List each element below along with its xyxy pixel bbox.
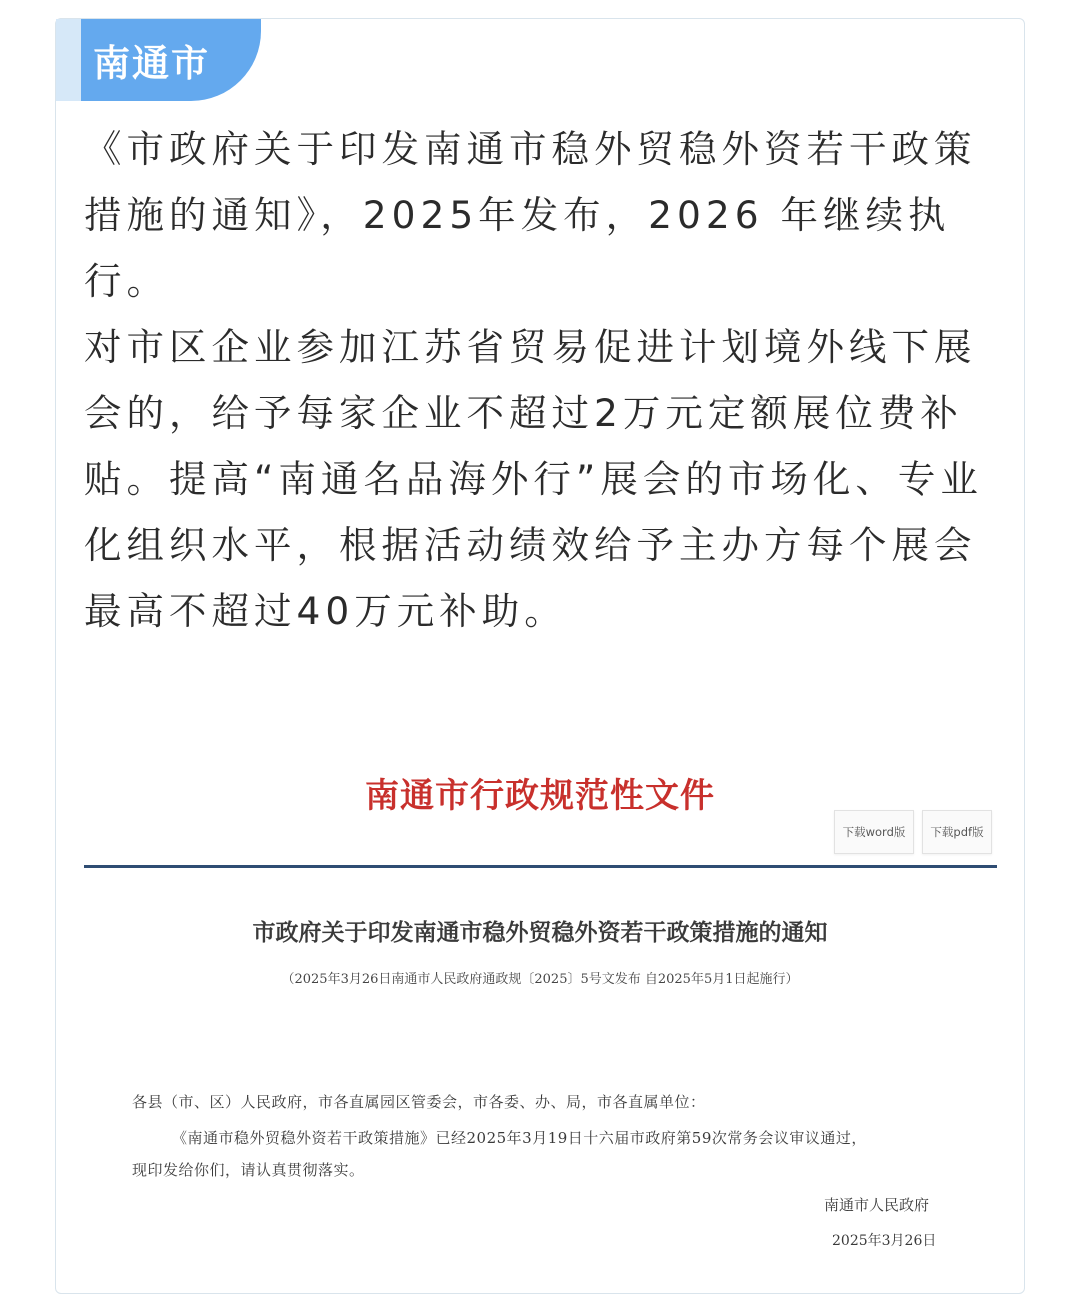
header-rule bbox=[84, 865, 997, 868]
intro-paragraph-1: 《市政府关于印发南通市稳外贸稳外资若干政策措施的通知》，2025年发布，2026 年继续执行。 bbox=[84, 127, 977, 303]
download-word-button[interactable]: 下载word版 bbox=[834, 810, 914, 854]
notice-subtitle: （2025年3月26日南通市人民政府通政规〔2025〕5号文发布 自2025年5月1日起施行） bbox=[281, 972, 799, 987]
notice-title: 市政府关于印发南通市稳外贸稳外资若干政策措施的通知 bbox=[252, 919, 828, 946]
document-header: 南通市行政规范性文件 bbox=[365, 776, 715, 816]
salutation: 各县（市、区）人民政府，市各直属园区管委会，市各委、办、局，市各直属单位： bbox=[132, 1093, 706, 1111]
signer: 南通市人民政府 bbox=[824, 1196, 930, 1214]
download-pdf-button[interactable]: 下载pdf版 bbox=[922, 810, 992, 854]
body-line-2: 现印发给你们，请认真贯彻落实。 bbox=[132, 1161, 365, 1179]
signature-date: 2025年3月26日 bbox=[832, 1233, 937, 1249]
intro-text bbox=[84, 116, 1004, 644]
intro-paragraph-2: 对市区企业参加江苏省贸易促进计划境外线下展会的，给予每家企业不超过2万元定额展位费补贴。提高“南通名品海外行”展会的市场化、专业化组织水平，根据活动绩效给予主办方每个展会最高不超过40万元补助。 bbox=[84, 325, 983, 633]
body-line-1: 《南通市稳外贸稳外资若干政策措施》已经2025年3月19日十六届市政府第59次常务会议审议通过， bbox=[172, 1129, 867, 1147]
tag-accent bbox=[56, 19, 81, 101]
city-tag-label: 南通市 bbox=[93, 42, 210, 85]
